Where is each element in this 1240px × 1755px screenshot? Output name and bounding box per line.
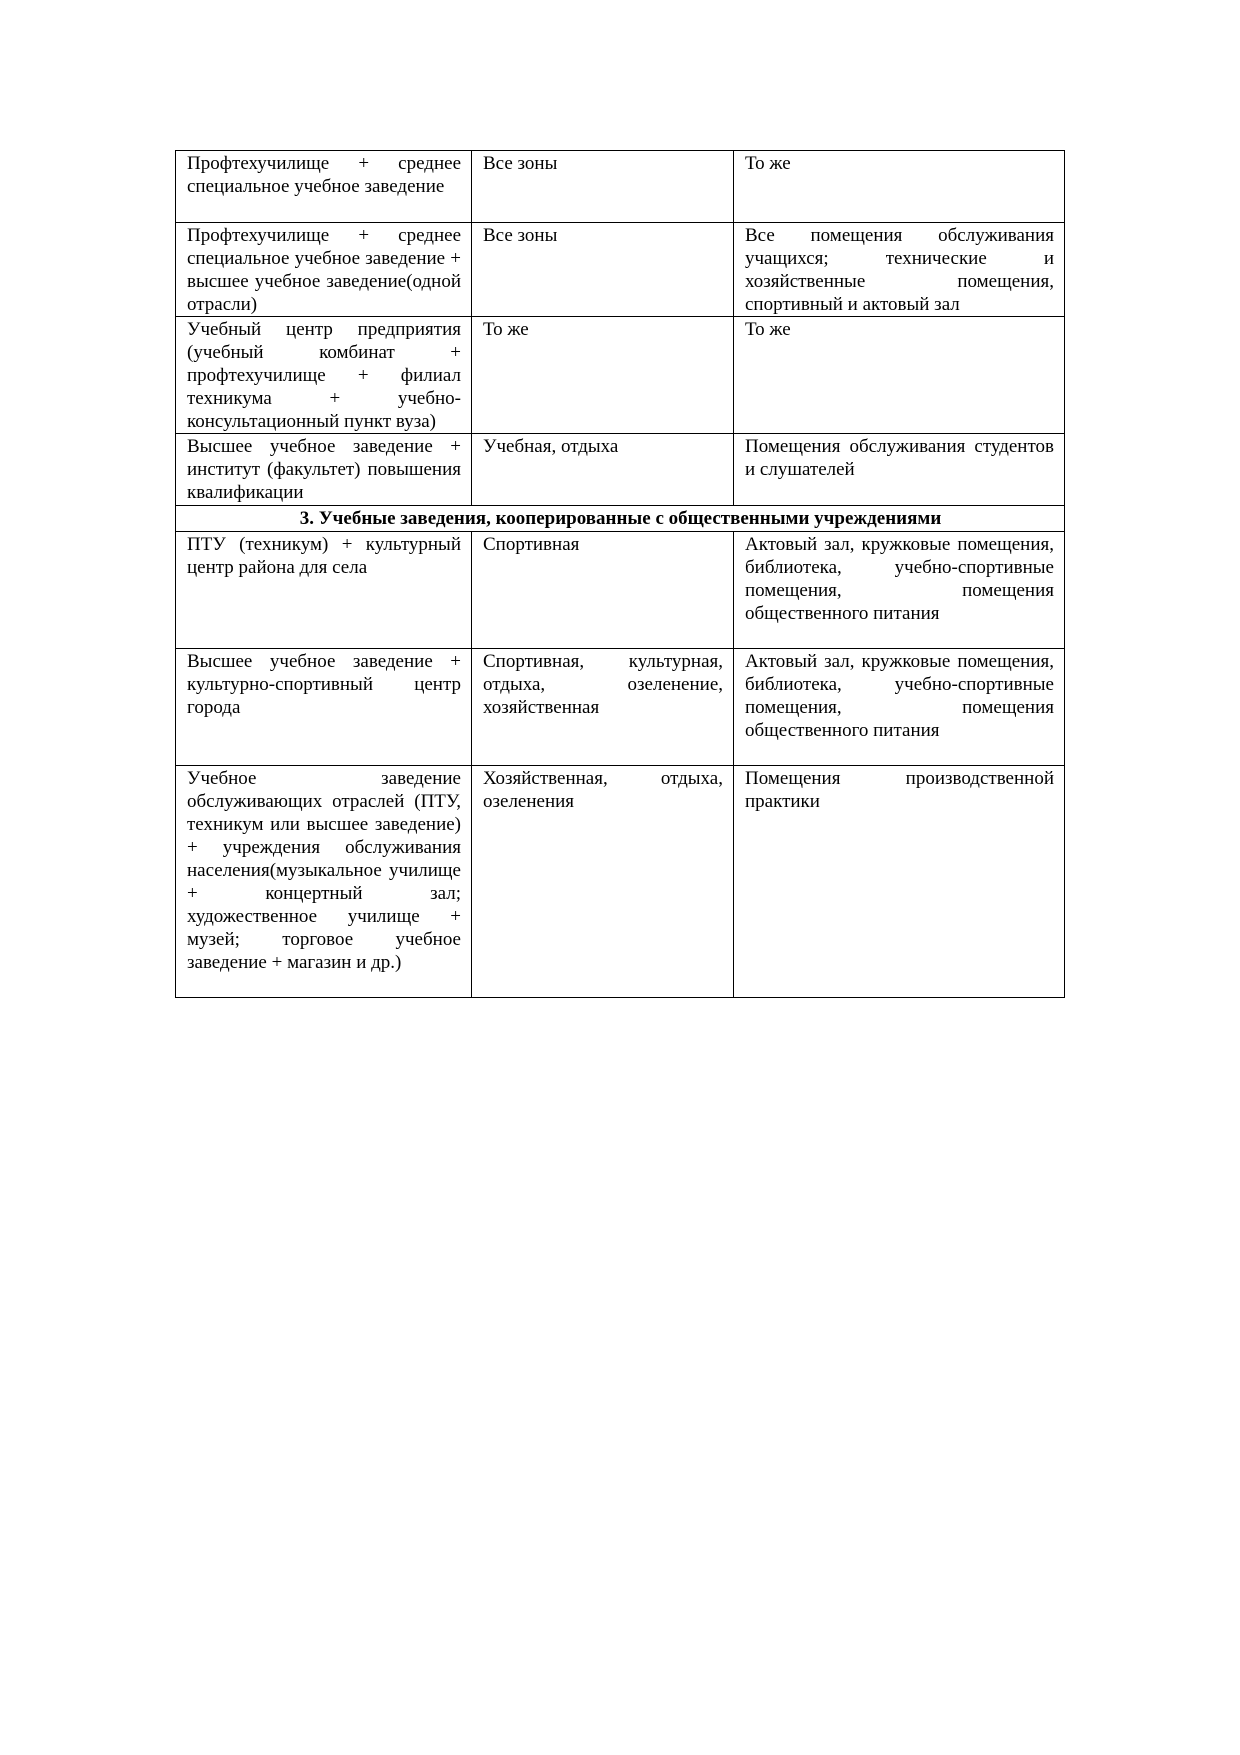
institution-type-cell: Профтехучилище + среднее специальное учебное заведение [176, 151, 472, 223]
zones-cell: Хозяйственная, отдыха, озеленения [472, 766, 734, 998]
table-row [176, 766, 1065, 998]
table-row [176, 434, 1065, 506]
premises-cell: Помещения обслуживания студентов и слушателей [734, 434, 1065, 506]
zones-cell: Учебная, отдыха [472, 434, 734, 506]
section-title: 3. Учебные заведения, кооперированные с общественными учреждениями [176, 506, 1065, 532]
institution-type-cell: ПТУ (техникум) + культурный центр района для села [176, 532, 472, 649]
premises-cell: То же [734, 317, 1065, 434]
table-row [176, 649, 1065, 766]
table-row [176, 151, 1065, 223]
institutions-table [175, 150, 1065, 998]
zones-cell: Все зоны [472, 223, 734, 317]
premises-cell: Актовый зал, кружковые помещения, библиотека, учебно-спортивные помещения, помещения общественного питания [734, 649, 1065, 766]
institution-type-cell: Учебный центр предприятия (учебный комбинат + профтехучилище + филиал техникума + учебно-консультационный пункт вуза) [176, 317, 472, 434]
institution-type-cell: Высшее учебное заведение + культурно-спортивный центр города [176, 649, 472, 766]
zones-cell: Спортивная, культурная, отдыха, озеленение, хозяйственная [472, 649, 734, 766]
zones-cell: Все зоны [472, 151, 734, 223]
table-row [176, 317, 1065, 434]
premises-cell: Все помещения обслуживания учащихся; технические и хозяйственные помещения, спортивный и актовый зал [734, 223, 1065, 317]
zones-cell: То же [472, 317, 734, 434]
section-header-row [176, 506, 1065, 532]
table-row [176, 223, 1065, 317]
institution-type-cell: Учебное заведение обслуживающих отраслей (ПТУ, техникум или высшее заведение) + учреждения обслуживания населения(музыкальное училище + концертный зал; художественное училище + музей; торговое учебное заведение + магазин и др.) [176, 766, 472, 998]
table-row [176, 532, 1065, 649]
zones-cell: Спортивная [472, 532, 734, 649]
premises-cell: То же [734, 151, 1065, 223]
premises-cell: Актовый зал, кружковые помещения, библиотека, учебно-спортивные помещения, помещения общественного питания [734, 532, 1065, 649]
institution-type-cell: Высшее учебное заведение + институт (факультет) повышения квалификации [176, 434, 472, 506]
institution-type-cell: Профтехучилище + среднее специальное учебное заведение + высшее учебное заведение(одной отрасли) [176, 223, 472, 317]
premises-cell: Помещения производственной практики [734, 766, 1065, 998]
